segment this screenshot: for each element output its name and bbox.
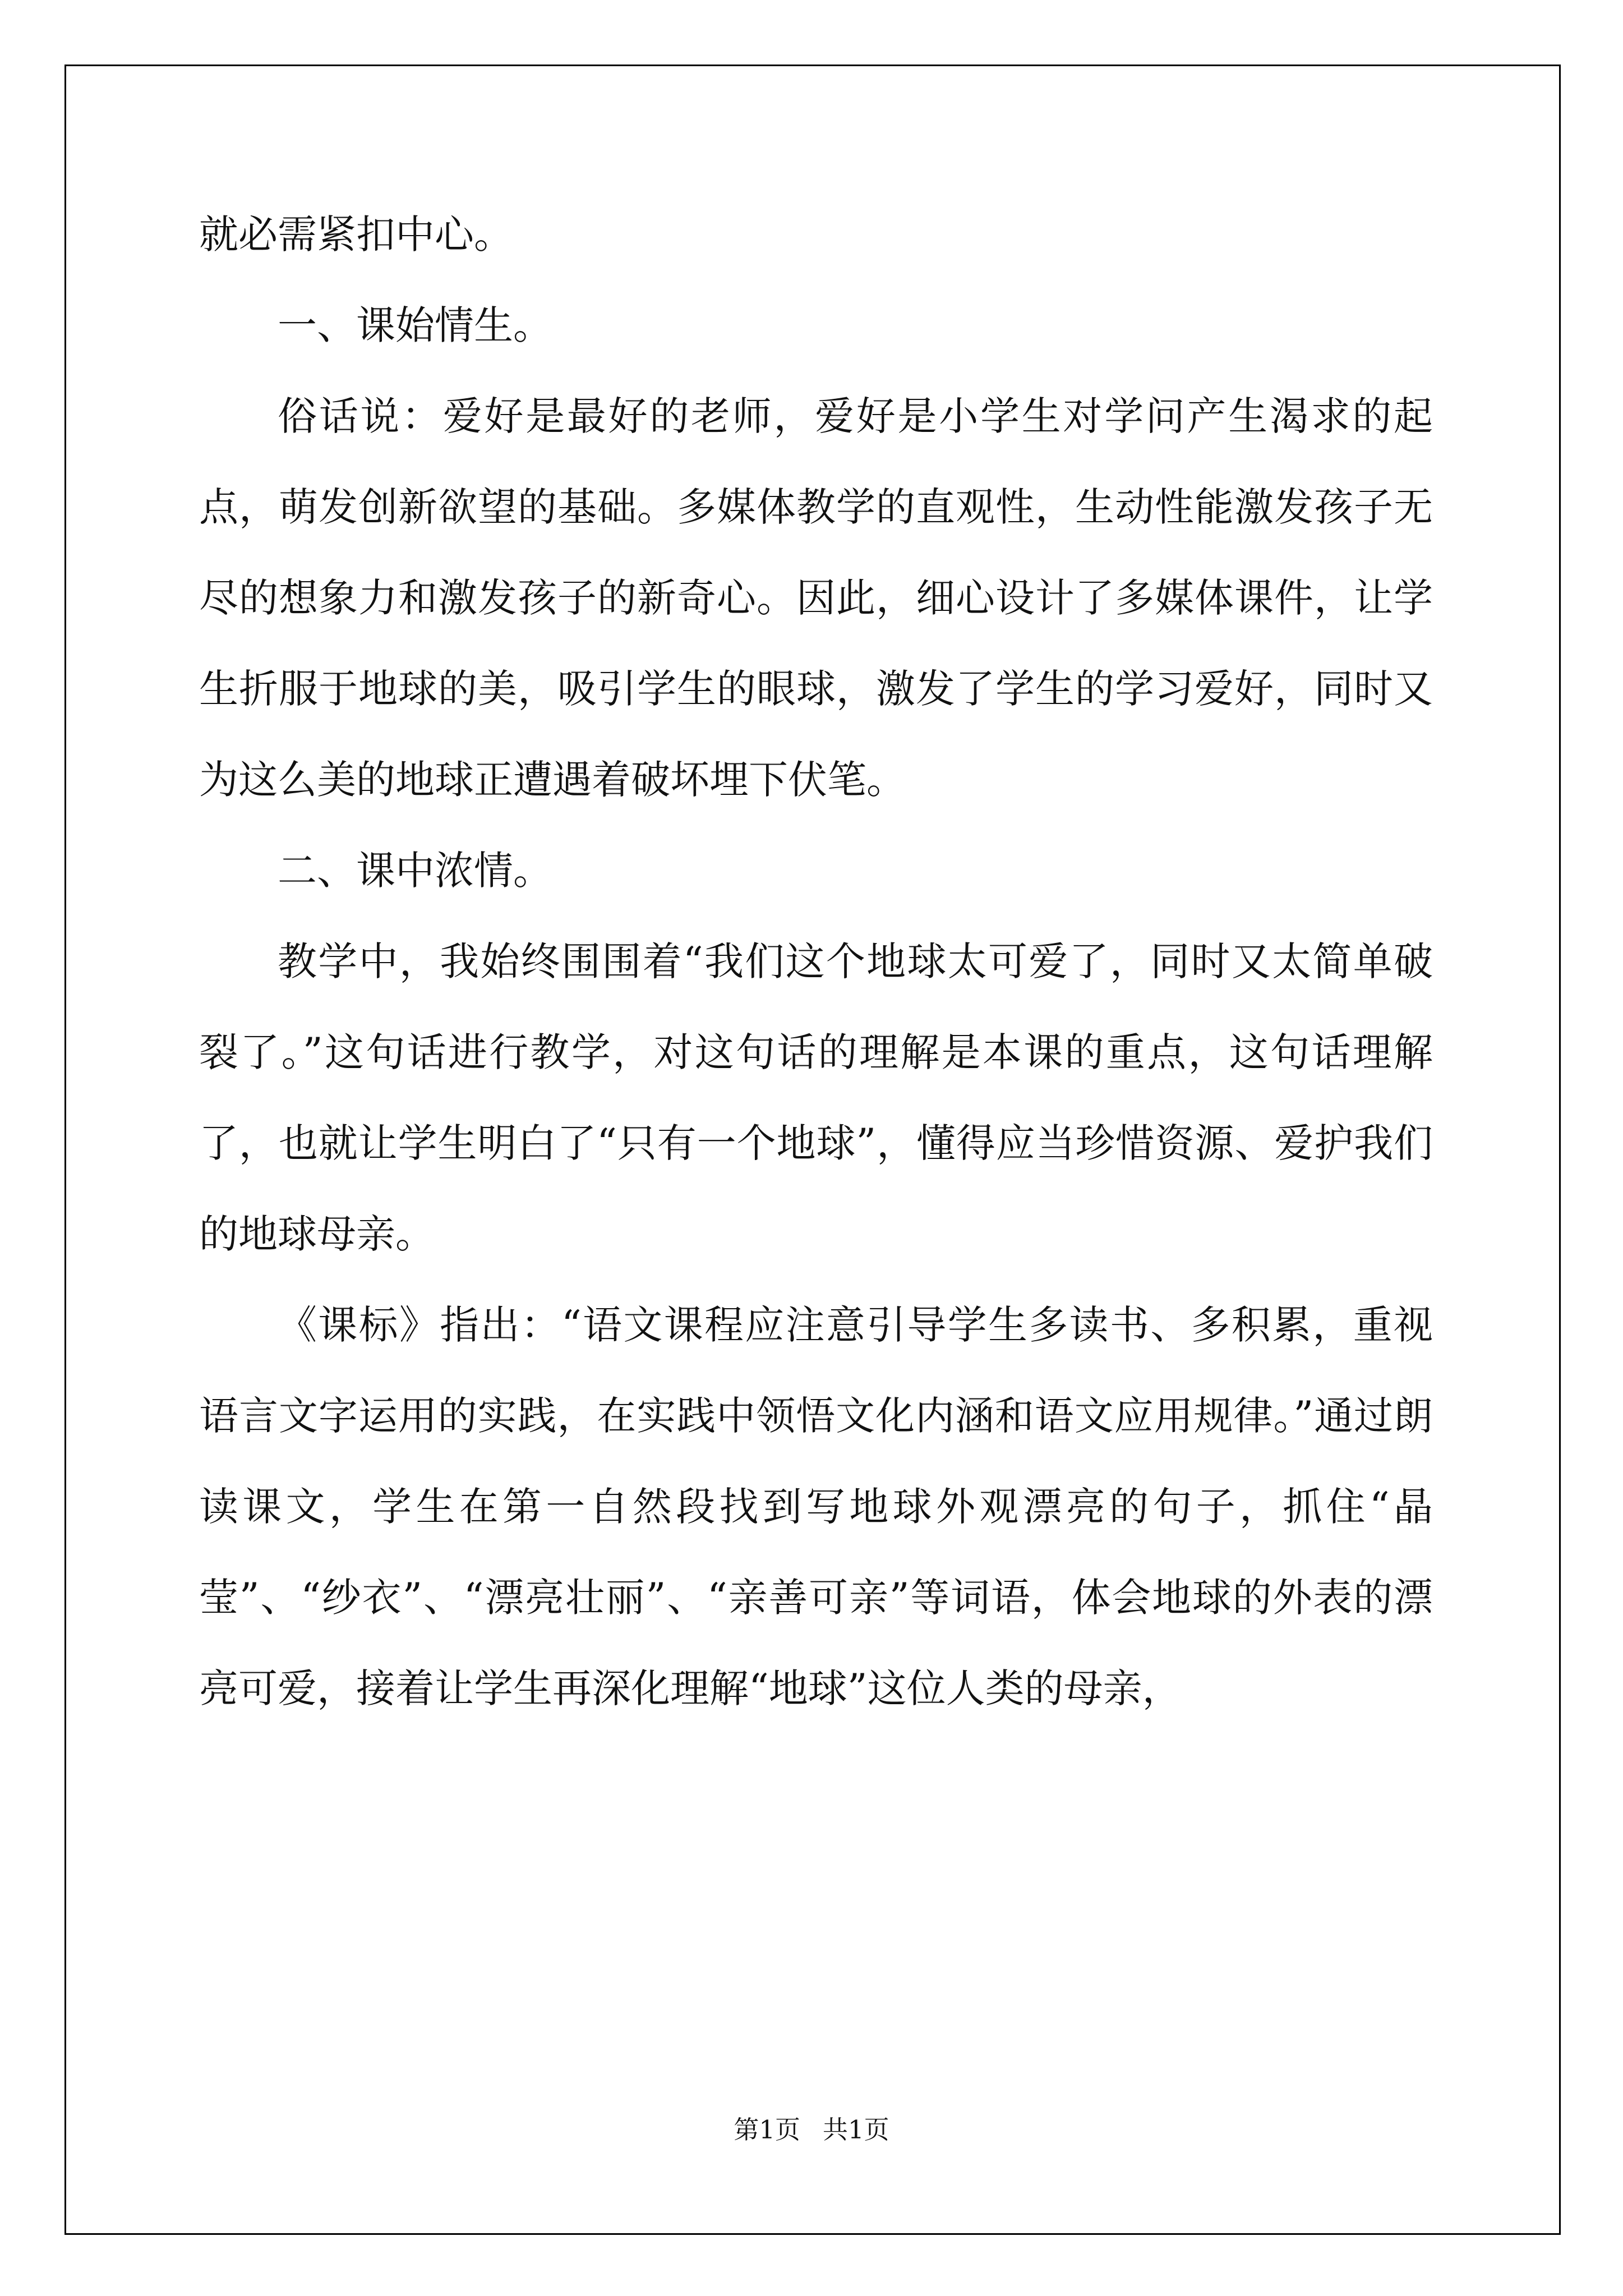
page-number: 第1页 xyxy=(734,2115,800,2145)
document-body xyxy=(199,189,1433,1734)
section-heading: 一、课始情生。 xyxy=(278,302,552,348)
paragraph: 《课标》指出：“语文课程应注意引导学生多读书、多积累，重视语言文字运用的实践，在实践中领悟文化内涵和语文应用规律。”通过朗读课文，学生在第一自然段找到写地球外观漂亮的句子，抓住“晶莹”、“纱衣”、“漂亮壮丽”、“亲善可亲”等词语，体会地球的外表的漂亮可爱，接着让学生再深化理解“地球”这位人类的母亲， xyxy=(199,1302,1433,1711)
paragraph: 就必需紧扣中心。 xyxy=(199,211,513,257)
paragraph: 俗话说：爱好是最好的老师，爱好是小学生对学问产生渴求的起点，萌发创新欲望的基础。多媒体教学的直观性，生动性能激发孩子无尽的想象力和激发孩子的新奇心。因此，细心设计了多媒体课件，让学生折服于地球的美，吸引学生的眼球，激发了学生的学习爱好，同时又为这么美的地球正遭遇着破坏埋下伏笔。 xyxy=(199,393,1433,803)
paragraph: 教学中，我始终围围着“我们这个地球太可爱了，同时又太简单破裂了。”这句话进行教学，对这句话的理解是本课的重点，这句话理解了，也就让学生明白了“只有一个地球”，懂得应当珍惜资源、爱护我们的地球母亲。 xyxy=(199,938,1433,1257)
page-total: 共1页 xyxy=(823,2115,889,2145)
page-footer xyxy=(0,2109,1623,2146)
section-heading: 二、课中浓情。 xyxy=(278,848,552,894)
